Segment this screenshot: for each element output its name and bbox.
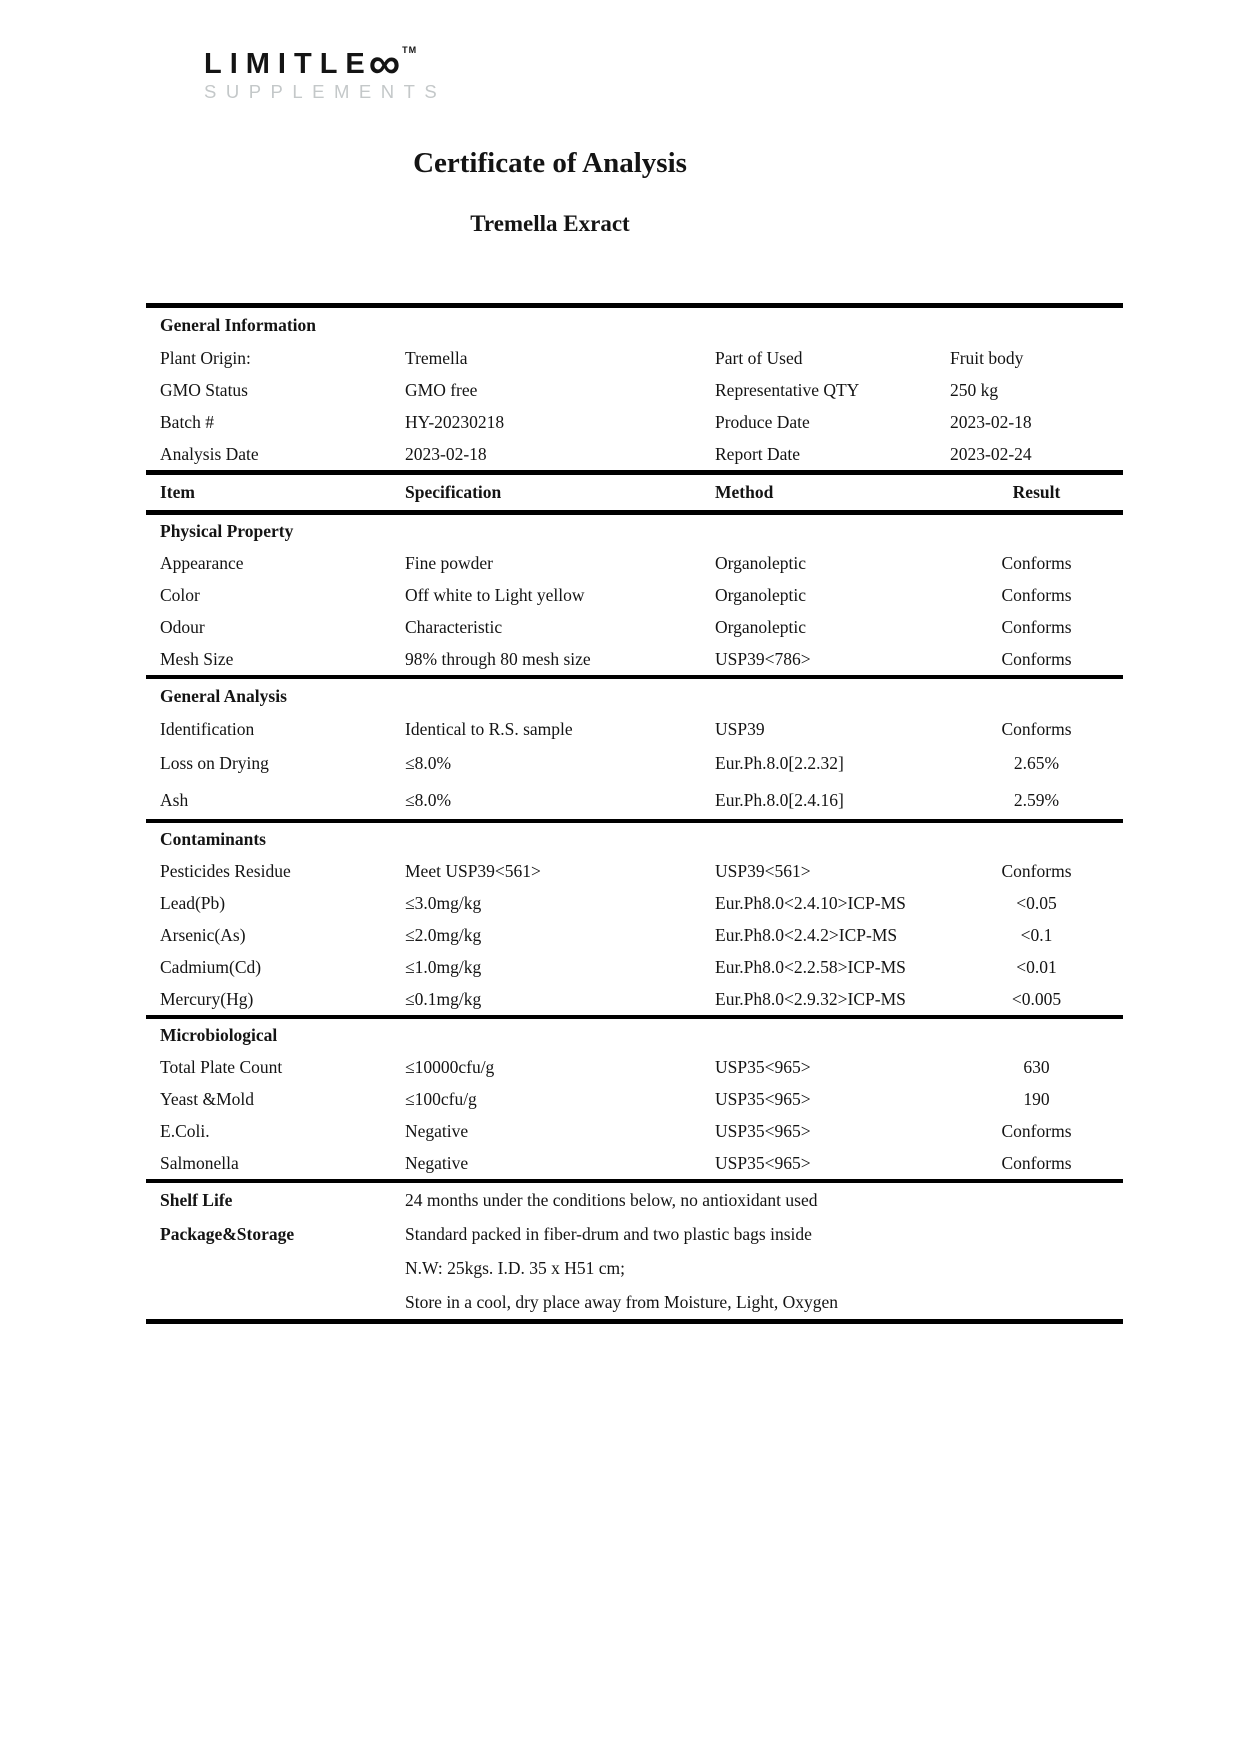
item-cell: Mercury(Hg) (160, 988, 254, 1009)
table-row (146, 713, 1123, 745)
table-row (146, 342, 1123, 374)
item-cell: Ash (160, 790, 189, 810)
footer-text: Store in a cool, dry place away from Moisture, Light, Oxygen (405, 1291, 839, 1312)
item-cell: Mesh Size (160, 648, 234, 669)
spec-cell: Fine powder (405, 552, 493, 573)
section-heading: Microbiological (160, 1024, 278, 1045)
spec-cell: Identical to R.S. sample (405, 718, 573, 739)
method-cell: Eur.Ph8.0<2.4.2>ICP-MS (715, 924, 898, 945)
method-cell: USP39<561> (715, 860, 811, 881)
method-cell: Eur.Ph.8.0[2.4.16] (715, 790, 844, 810)
info-value: 2023-02-24 (950, 443, 1032, 464)
result-cell: <0.1 (1020, 924, 1053, 945)
item-cell: Lead(Pb) (160, 892, 226, 913)
footer-label: Shelf Life (160, 1189, 233, 1210)
column-header-method: Method (715, 482, 774, 502)
item-cell: Identification (160, 718, 255, 739)
item-cell: Total Plate Count (160, 1056, 283, 1077)
section-general-analysis (146, 679, 1123, 713)
certificate-table (146, 303, 1123, 1324)
result-cell: <0.05 (1016, 892, 1057, 913)
method-cell: USP39<786> (715, 648, 811, 669)
result-cell: Conforms (1001, 1120, 1072, 1141)
table-row (146, 1183, 1123, 1217)
method-cell: Organoleptic (715, 552, 807, 573)
column-header-result: Result (1012, 482, 1061, 502)
table-row (146, 1251, 1123, 1285)
item-cell: Salmonella (160, 1152, 239, 1173)
table-row (146, 1285, 1123, 1319)
table-row (146, 855, 1123, 887)
method-cell: Organoleptic (715, 616, 807, 637)
result-cell: Conforms (1001, 552, 1072, 573)
info-label: Plant Origin: (160, 347, 251, 368)
info-value: Tremella (405, 347, 468, 368)
method-cell: Organoleptic (715, 584, 807, 605)
section-heading: Physical Property (160, 520, 294, 541)
info-value: Fruit body (950, 347, 1024, 368)
table-row (146, 782, 1123, 819)
result-cell: <0.01 (1016, 956, 1057, 977)
method-cell: Eur.Ph8.0<2.9.32>ICP-MS (715, 988, 906, 1009)
section-heading: Contaminants (160, 828, 266, 849)
section-heading: General Information (160, 314, 317, 335)
info-label: Analysis Date (160, 443, 259, 464)
item-cell: Appearance (160, 552, 244, 573)
item-cell: Loss on Drying (160, 753, 269, 773)
section-general-information (146, 308, 1123, 342)
result-cell: Conforms (1001, 616, 1072, 637)
result-cell: Conforms (1001, 718, 1072, 739)
info-label: Part of Used (715, 347, 803, 368)
spec-cell: Negative (405, 1120, 469, 1141)
table-row (146, 1217, 1123, 1251)
table-row (146, 643, 1123, 675)
result-cell: 190 (1023, 1088, 1050, 1109)
table-row (146, 374, 1123, 406)
brand-logo (204, 39, 447, 102)
section-physical-property (146, 515, 1123, 547)
method-cell: Eur.Ph8.0<2.2.58>ICP-MS (715, 956, 906, 977)
section-contaminants (146, 823, 1123, 855)
footer-text: N.W: 25kgs. I.D. 35 x H51 cm; (405, 1257, 626, 1278)
result-cell: Conforms (1001, 860, 1072, 881)
item-cell: Cadmium(Cd) (160, 956, 262, 977)
product-name: Tremella Exract (470, 211, 630, 236)
spec-cell: ≤100cfu/g (405, 1088, 477, 1109)
infinity-icon: ∞ (368, 39, 401, 89)
brand-wordmark-text: LIMITLE (204, 48, 373, 80)
result-cell: 2.65% (1013, 753, 1060, 773)
brand-wordmark (204, 39, 446, 89)
table-row (146, 919, 1123, 951)
spec-cell: ≤1.0mg/kg (405, 956, 482, 977)
table-row (146, 983, 1123, 1015)
info-label: Batch # (160, 411, 214, 432)
info-label: Produce Date (715, 411, 810, 432)
result-cell: Conforms (1001, 648, 1072, 669)
column-header-item: Item (160, 482, 195, 502)
footer-label: Package&Storage (160, 1223, 295, 1244)
info-value: 2023-02-18 (405, 443, 487, 464)
info-value: GMO free (405, 379, 478, 400)
page-title: Certificate of Analysis (413, 147, 687, 179)
spec-cell: ≤3.0mg/kg (405, 892, 482, 913)
spec-cell: 98% through 80 mesh size (405, 648, 591, 669)
item-cell: Pesticides Residue (160, 860, 291, 881)
table-row (146, 438, 1123, 470)
section-microbiological (146, 1019, 1123, 1051)
table-row (146, 1051, 1123, 1083)
info-label: Report Date (715, 443, 801, 464)
result-cell: <0.005 (1011, 988, 1062, 1009)
spec-cell: Off white to Light yellow (405, 584, 585, 605)
info-value: 250 kg (950, 379, 999, 400)
spec-cell: Meet USP39<561> (405, 860, 541, 881)
spec-cell: Negative (405, 1152, 469, 1173)
column-header-specification: Specification (405, 482, 502, 502)
info-label: Representative QTY (715, 379, 860, 400)
table-row (146, 1147, 1123, 1179)
result-cell: 630 (1023, 1056, 1050, 1077)
table-row (146, 745, 1123, 782)
result-cell: 2.59% (1013, 790, 1060, 810)
method-cell: USP39 (715, 718, 765, 739)
spec-cell: Characteristic (405, 616, 503, 637)
item-cell: Yeast &Mold (160, 1088, 255, 1109)
table-row (146, 406, 1123, 438)
footer-text: Standard packed in fiber-drum and two plastic bags inside (405, 1223, 812, 1244)
table-row (146, 887, 1123, 919)
item-cell: Color (160, 584, 200, 605)
method-cell: USP35<965> (715, 1056, 811, 1077)
trademark-symbol: TM (402, 45, 418, 55)
method-cell: USP35<965> (715, 1120, 811, 1141)
table-row (146, 1115, 1123, 1147)
info-value: HY-20230218 (405, 411, 505, 432)
section-heading: General Analysis (160, 685, 287, 706)
spec-cell: ≤0.1mg/kg (405, 988, 482, 1009)
spec-cell: ≤2.0mg/kg (405, 924, 482, 945)
method-cell: USP35<965> (715, 1152, 811, 1173)
column-header-row (146, 475, 1123, 510)
table-row (146, 611, 1123, 643)
item-cell: Arsenic(As) (160, 924, 246, 945)
spec-cell: ≤8.0% (405, 790, 452, 810)
spec-cell: ≤10000cfu/g (405, 1056, 495, 1077)
table-row (146, 547, 1123, 579)
spec-cell: ≤8.0% (405, 753, 452, 773)
result-cell: Conforms (1001, 584, 1072, 605)
table-row (146, 579, 1123, 611)
result-cell: Conforms (1001, 1152, 1072, 1173)
method-cell: Eur.Ph8.0<2.4.10>ICP-MS (715, 892, 906, 913)
table-row (146, 951, 1123, 983)
table-row (146, 1083, 1123, 1115)
info-value: 2023-02-18 (950, 411, 1032, 432)
brand-tagline: SUPPLEMENTS (204, 81, 447, 102)
rule-bottom (146, 1319, 1123, 1324)
item-cell: E.Coli. (160, 1120, 210, 1141)
info-label: GMO Status (160, 379, 248, 400)
footer-text: 24 months under the conditions below, no antioxidant used (405, 1189, 818, 1210)
method-cell: USP35<965> (715, 1088, 811, 1109)
method-cell: Eur.Ph.8.0[2.2.32] (715, 753, 844, 773)
item-cell: Odour (160, 616, 205, 637)
